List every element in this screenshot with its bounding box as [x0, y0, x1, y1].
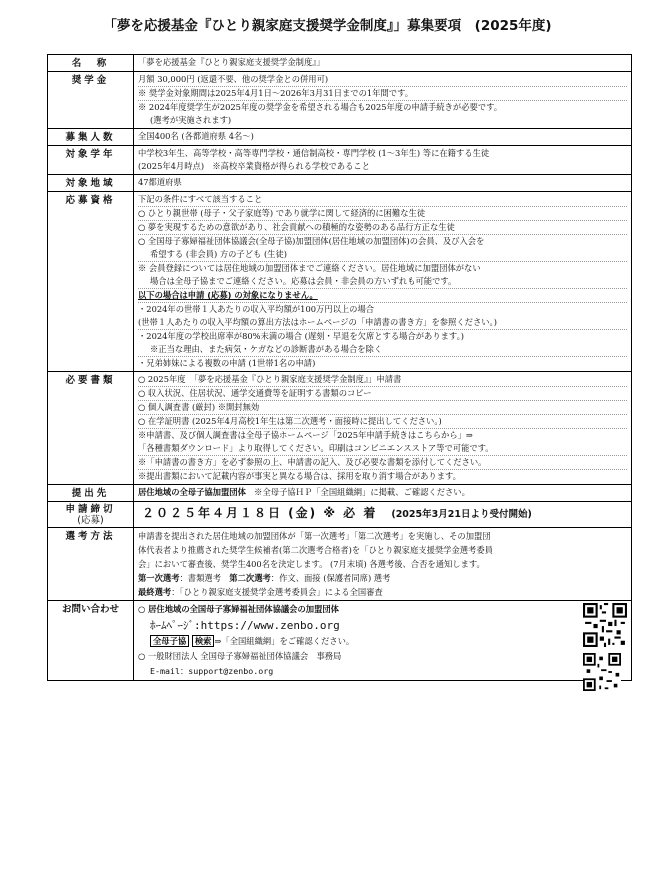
- docs-line: ※提出書類において記載内容が事実と異なる場合は、採用を取り消す場合があります。: [138, 469, 627, 483]
- deadline-sublabel: (応募): [77, 515, 104, 526]
- method-final: [138, 585, 627, 599]
- value-docs: [134, 372, 632, 485]
- search-button: 検索: [192, 635, 215, 647]
- label-contact: お問い合わせ: [48, 601, 134, 681]
- row-deadline: [48, 502, 632, 528]
- docs-line: ○ 2025年度 「夢を応援基金『ひとり親家庭支援奨学金制度』」申請書: [138, 374, 402, 384]
- deadline-start: (2025年3月21日より受付開始): [391, 509, 532, 520]
- stage2-text: ：作文、面接 (保護者同席) 選考: [270, 573, 391, 583]
- stage1-text: ：書類選考: [179, 573, 230, 583]
- label-deadline: [48, 502, 134, 528]
- qualify-exclusion-heading: 以下の場合は申請 (応募) の対象になりません。: [138, 288, 627, 302]
- value-name: 「夢を応援基金『ひとり親家庭支援奨学金制度』」: [134, 55, 632, 72]
- submit-destination: 居住地域の全母子協加盟団体: [138, 487, 246, 497]
- label-grade: 対象学年: [48, 146, 134, 175]
- docs-line: ○ 収入状況、住居状況、通学交通費等を証明する書類のコピー: [138, 386, 627, 400]
- docs-line: ○ 在学証明書 (2025年4月高校1年生は第二次選考・面接時に提出してください。): [138, 414, 627, 428]
- row-method: [48, 528, 632, 601]
- scholarship-note2: (選考が実施されます): [150, 115, 232, 125]
- page-title: 「夢を応援基金『ひとり親家庭支援奨学金制度』」募集要項 (2025年度): [103, 18, 552, 34]
- value-region: 47都道府県: [134, 175, 632, 192]
- row-name: [48, 55, 632, 72]
- homepage-link[interactable]: ﾎｰﾑﾍﾟｰｼﾞ:https://www.zenbo.org: [150, 619, 340, 632]
- method-line: 体代表者より推薦された奨学生候補者(第二次選考合格者)を「ひとり親家庭支援奨学金選考委員: [138, 545, 493, 555]
- row-region: [48, 175, 632, 192]
- search-row: [138, 634, 627, 649]
- qr-code-icon: [583, 603, 627, 647]
- row-grade: [48, 146, 632, 175]
- value-qualify: [134, 192, 632, 372]
- docs-line: 「各種書類ダウンロード」より取得してください。印刷はコンビニエンスストア等で可能です。: [138, 443, 494, 453]
- method-stages: [138, 571, 627, 585]
- deadline-label: 申請締切: [65, 504, 116, 515]
- qualify-line: ○ ひとり親世帯 (母子・父子家庭等) であり就学に関して経済的に困難な生徒: [138, 206, 627, 220]
- grade-line2: (2025年4月時点) ※高校卒業資格が得られる学校であること: [138, 161, 370, 171]
- qualify-line: ・2024年の世帯１人あたりの収入平均額が100万円以上の場合: [138, 302, 627, 316]
- requirements-table: [47, 54, 632, 681]
- qualify-line: ※ 会員登録については居住地域の加盟団体までご連絡ください。居住地域に加盟団体がない: [138, 261, 627, 275]
- row-scholarship: [48, 72, 632, 129]
- qualify-line: ・兄弟姉妹による複数の申請 (1世帯1名の申請): [138, 356, 627, 370]
- qr-code-icon-2: [583, 653, 621, 691]
- qualify-line: 場合は全母子協までご連絡ください。応募は会員・非会員の方いずれも可能です。: [150, 276, 457, 286]
- row-submit: [48, 485, 632, 502]
- docs-line: ※申請書、及び個人調査書は全母子協ホームページ「2025年申請手続きはこちらから」⇒: [138, 428, 627, 442]
- row-count: [48, 129, 632, 146]
- docs-line: ※「申請書の書き方」を必ず参照の上、申請書の記入、及び必要な書類を添付してください。: [138, 455, 627, 469]
- qualify-line: ・2024年度の学校出席率が80%未満の場合 (遅刻・早退を欠席とする場合があります。): [138, 329, 627, 343]
- contact-line1: ○ 居住地域の全国母子寡婦福祉団体協議会の加盟団体: [138, 604, 339, 614]
- grade-line1: 中学校3年生、高等学校・高等専門学校・通信制高校・専門学校 (1～3年生) 等に在籍する生徒: [138, 148, 490, 158]
- qualify-line: 希望する (非会員) 方の子ども (生徒): [150, 249, 288, 259]
- value-deadline: [134, 502, 632, 528]
- final-text: ：「ひとり親家庭支援奨学金選考委員会」による全国審査: [171, 587, 383, 597]
- row-contact: [48, 601, 632, 681]
- scholarship-period: ※ 奨学金対象期間は2025年4月1日～2026年3月31日までの1年間です。: [138, 86, 627, 100]
- final-label: 最終選考: [138, 587, 172, 597]
- qualify-line: ※正当な理由、また病気・ケガなどの診断書がある場合を除く: [150, 344, 383, 354]
- qualify-line: 下記の条件にすべて該当すること: [138, 194, 263, 204]
- scholarship-amount: 月額 30,000円 (返還不要、他の奨学金との併用可): [138, 74, 329, 84]
- value-method: [134, 528, 632, 601]
- label-name: 名 称: [48, 55, 134, 72]
- qualify-line: ○ 全国母子寡婦福祉団体協議会(全母子協)加盟団体(居住地域の加盟団体)の会員、及び入会を: [138, 234, 627, 248]
- search-keyword-box: 全母子協: [150, 635, 189, 647]
- method-line: 会」において審査後、奨学生400名を決定します。 (7月末頃) 各選考後、合否を通知します。: [138, 559, 485, 569]
- label-qualify: 応募資格: [48, 192, 134, 372]
- contact-email[interactable]: E-mail：support@zenbo.org: [150, 666, 274, 676]
- stage1-label: 第一次選考: [138, 573, 180, 583]
- docs-line: ○ 個人調査書 (厳封) ※開封無効: [138, 400, 627, 414]
- value-submit: [134, 485, 632, 502]
- qualify-line: ○ 夢を実現するための意欲があり、社会貢献への積極的な姿勢のある品行方正な生徒: [138, 220, 627, 234]
- label-count: 募集人数: [48, 129, 134, 146]
- value-count: 全国400名 (各都道府県 4名～): [134, 129, 632, 146]
- search-instruction: ⇒「全国組織網」をご確認ください。: [214, 636, 355, 646]
- value-grade: [134, 146, 632, 175]
- value-contact: [134, 601, 632, 681]
- qualify-line: (世帯１人あたりの収入平均額の算出方法はホームページの「申請書の書き方」を参照ください。): [138, 317, 497, 327]
- label-docs: 必要書類: [48, 372, 134, 485]
- scholarship-note: ※ 2024年度奨学生が2025年度の奨学金を希望される場合も2025年度の申請手続きが必要です。: [138, 100, 627, 114]
- value-scholarship: [134, 72, 632, 129]
- deadline-date: ２０２５年４月１８日 (金) ※ 必 着: [142, 506, 378, 520]
- label-method: 選考方法: [48, 528, 134, 601]
- label-scholarship: 奨学金: [48, 72, 134, 129]
- row-qualify: [48, 192, 632, 372]
- label-region: 対象地域: [48, 175, 134, 192]
- stage2-label: 第二次選考: [229, 573, 271, 583]
- submit-note: ※全母子協ＨＰ「全国組織網」に掲載、ご確認ください。: [245, 487, 470, 497]
- row-docs: [48, 372, 632, 485]
- label-submit: 提出先: [48, 485, 134, 502]
- contact-office: ○ 一般財団法人 全国母子寡婦福祉団体協議会 事務局: [138, 651, 342, 661]
- method-line: 申請書を提出された居住地域の加盟団体が「第一次選考」「第二次選考」を実施し、その加盟団: [138, 531, 491, 541]
